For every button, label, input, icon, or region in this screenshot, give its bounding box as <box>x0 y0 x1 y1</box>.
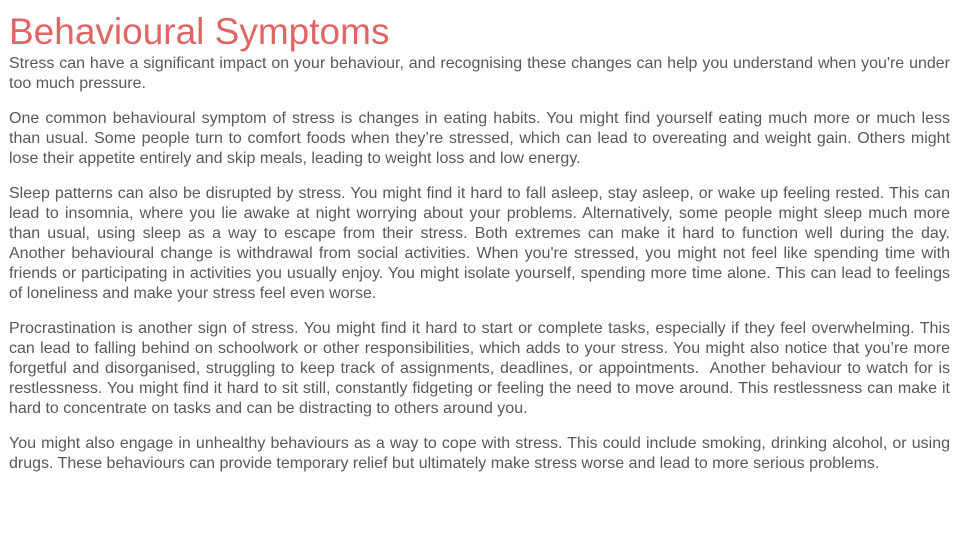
paragraph-eating-habits: One common behavioural symptom of stress is changes in eating habits. You might find yourself eating much more or much less than usual. Some people turn to comfort foods when they’re stressed, which can lead to overeating and weight gain. Others might lose their appetite entirely and skip meals, leading to weight loss and low energy. <box>9 110 955 167</box>
paragraph-procrastination: Procrastination is another sign of stress. You might find it hard to start or complete tasks, especially if they feel overwhelming. This can lead to falling behind on schoolwork or other responsibilities, which adds to your stress. You might also notice that you’re more forgetful and disorganised, struggling to keep track of assignments, deadlines, or appointments. Another behaviour to watch for is restlessness. You might find it hard to sit still, constantly fidgeting or feeling the need to move around. This restlessness can make it hard to concentrate on tasks and can be distracting to others around you. <box>9 320 955 417</box>
slide-body <box>9 54 959 474</box>
paragraph-unhealthy-coping: You might also engage in unhealthy behaviours as a way to cope with stress. This could include smoking, drinking alcohol, or using drugs. These behaviours can provide temporary relief but ultimately make stress worse and lead to more serious problems. <box>9 435 955 472</box>
slide-title: Behavioural Symptoms <box>9 11 390 52</box>
paragraph-intro: Stress can have a significant impact on your behaviour, and recognising these changes can help you understand when you're under too much pressure. <box>9 55 955 92</box>
paragraph-sleep-and-social: Sleep patterns can also be disrupted by stress. You might find it hard to fall asleep, stay asleep, or wake up feeling rested. This can lead to insomnia, where you lie awake at night worrying about your problems. Alternatively, some people might sleep much more than usual, using sleep as a way to escape from their stress. Both extremes can make it hard to function well during the day. Another behavioural change is withdrawal from social activities. When you're stressed, you might not feel like spending time with friends or participating in activities you usually enjoy. You might isolate yourself, spending more time alone. This can lead to feelings of loneliness and make your stress feel even worse. <box>9 185 959 302</box>
